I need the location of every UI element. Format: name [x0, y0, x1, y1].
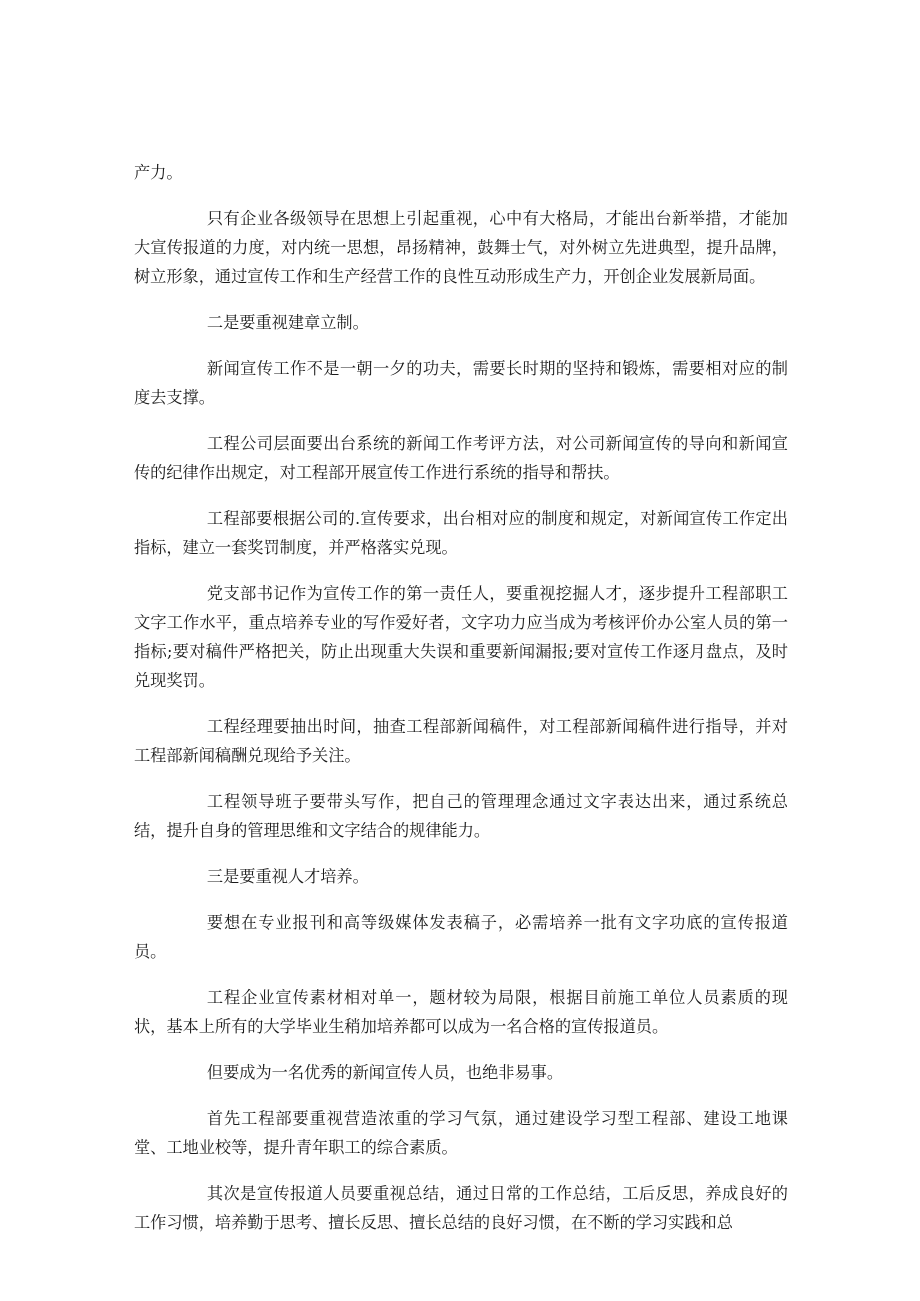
paragraph: 党支部书记作为宣传工作的第一责任人，要重视挖掘人才，逐步提升工程部职工文字工作水平，重点培养专业的写作爱好者，文字功力应当成为考核评价办公室人员的第一指标;要对稿件严格把关，防止出现重大失误和重要新闻漏报;要对宣传工作逐月盘点，及时兑现奖罚。: [134, 584, 788, 690]
paragraph: 工程公司层面要出台系统的新闻工作考评方法，对公司新闻宣传的导向和新闻宣传的纪律作出规定，对工程部开展宣传工作进行系统的指导和帮扶。: [134, 434, 788, 482]
paragraph: 但要成为一名优秀的新闻宣传人员，也绝非易事。: [206, 1063, 564, 1082]
paragraph: 工程部要根据公司的.宣传要求，出台相对应的制度和规定，对新闻宣传工作定出指标，建立一套奖罚制度，并严格落实兑现。: [134, 509, 788, 557]
paragraph: 首先工程部要重视营造浓重的学习气氛，通过建设学习型工程部、建设工地课堂、工地业校等，提升青年职工的综合素质。: [134, 1109, 788, 1157]
paragraph: 新闻宣传工作不是一朝一夕的功夫，需要长时期的坚持和锻炼，需要相对应的制度去支撑。: [134, 359, 788, 407]
paragraph: 工程经理要抽出时间，抽查工程部新闻稿件，对工程部新闻稿件进行指导，并对工程部新闻稿酬兑现给予关注。: [134, 717, 788, 765]
section-heading: 二是要重视建章立制。: [206, 313, 369, 332]
paragraph: 只有企业各级领导在思想上引起重视，心中有大格局，才能出台新举措，才能加大宣传报道的力度，对内统一思想，昂扬精神，鼓舞士气，对外树立先进典型，提升品牌，树立形象，通过宣传工作和生产经营工作的良性互动形成生产力，开创企业发展新局面。: [134, 209, 788, 286]
section-heading: 三是要重视人才培养。: [206, 867, 369, 886]
paragraph: 工程企业宣传素材相对单一，题材较为局限，根据目前施工单位人员素质的现状，基本上所有的大学毕业生稍加培养都可以成为一名合格的宣传报道员。: [134, 988, 788, 1036]
paragraph-continuation: 产力。: [134, 163, 183, 182]
document-body: [134, 158, 788, 1254]
paragraph: 工程领导班子要带头写作，把自己的管理理念通过文字表达出来，通过系统总结，提升自身的管理思维和文字结合的规律能力。: [134, 792, 788, 840]
paragraph: 其次是宣传报道人员要重视总结，通过日常的工作总结，工后反思，养成良好的工作习惯，培养勤于思考、擅长反思、擅长总结的良好习惯，在不断的学习实践和总: [134, 1184, 788, 1232]
paragraph: 要想在专业报刊和高等级媒体发表稿子，必需培养一批有文字功底的宣传报道员。: [134, 913, 788, 961]
